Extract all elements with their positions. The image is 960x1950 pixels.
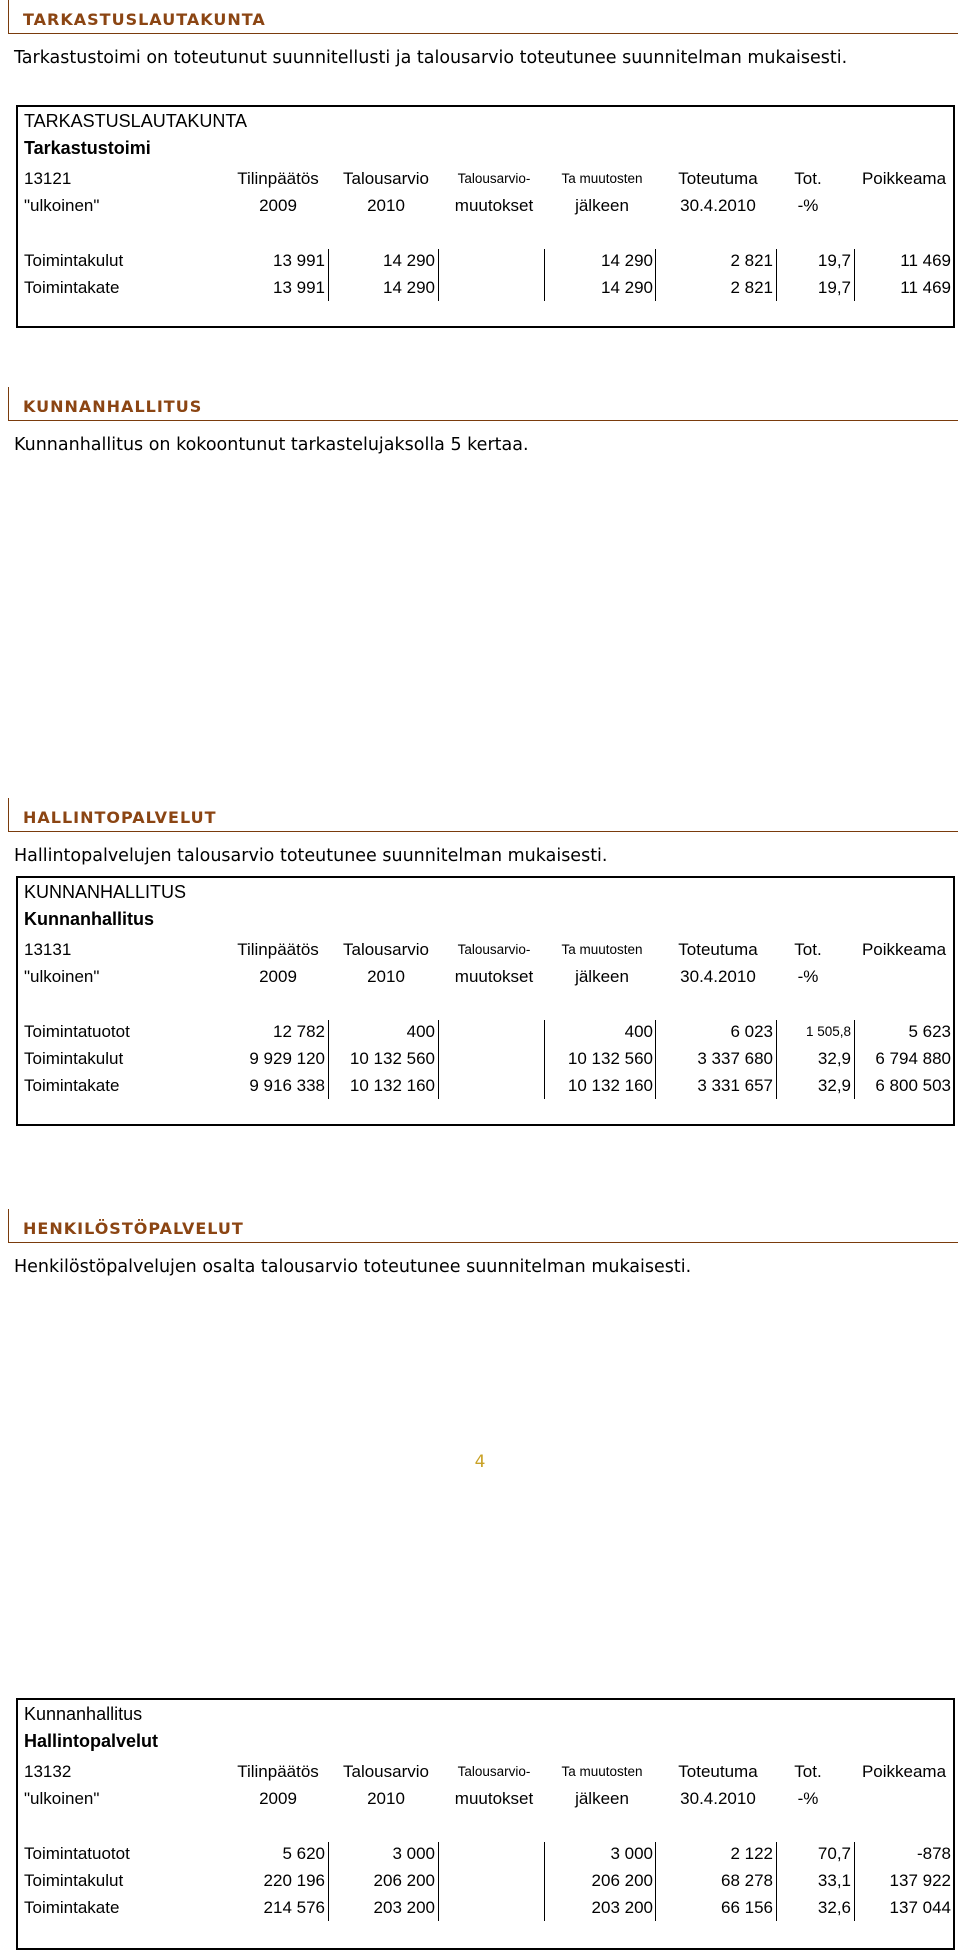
account-scope: "ulkoinen": [24, 196, 100, 215]
section-heading-frame: [8, 1209, 958, 1243]
column-header: Ta muutosten: [561, 1764, 643, 1779]
column-header-sub: 2009: [259, 196, 297, 215]
table-cell: [431, 276, 541, 300]
section-title: HALLINTOPALVELUT: [23, 808, 217, 827]
table-cell: 32,9: [817, 1076, 851, 1095]
column-header: Tilinpäätös: [237, 1762, 319, 1781]
column-header: Tilinpäätös: [237, 169, 319, 188]
column-divider: [544, 1020, 545, 1099]
table-cell: 12 782: [273, 1022, 325, 1041]
table-cell: [431, 1842, 541, 1866]
column-divider: [438, 1842, 439, 1921]
table-subtitle: Tarkastustoimi: [24, 138, 151, 158]
column-header: Talousarvio: [343, 169, 429, 188]
section-heading-frame: [8, 798, 958, 832]
table-cell: 66 156: [721, 1898, 773, 1917]
table-cell: -878: [916, 1844, 951, 1863]
table-cell: 32,6: [817, 1898, 851, 1917]
table-cell: 5 623: [908, 1022, 951, 1041]
table-cell: 203 200: [373, 1898, 435, 1917]
table-cell: 1 505,8: [805, 1024, 851, 1039]
column-header-sub: 2010: [367, 967, 405, 986]
column-header: Talousarvio-: [457, 171, 531, 186]
table-cell: [431, 1020, 541, 1044]
section-4: [0, 1209, 960, 1409]
table-cell: 3 337 680: [697, 1049, 773, 1068]
page-number: 4: [474, 1452, 486, 1472]
account-scope: "ulkoinen": [24, 1789, 100, 1808]
table-cell: 5 620: [282, 1844, 325, 1863]
column-divider: [655, 1842, 656, 1921]
table-subtitle: Hallintopalvelut: [24, 1731, 159, 1751]
section-description: Henkilöstöpalvelujen osalta talousarvio toteutunee suunnitelman mukaisesti.: [14, 1257, 692, 1277]
column-divider: [655, 249, 656, 301]
column-header: Ta muutosten: [561, 171, 643, 186]
column-header-sub: -%: [797, 1789, 819, 1808]
row-label: Toimintatuotot: [24, 1022, 130, 1041]
table-cell: 6 023: [730, 1022, 773, 1041]
table-cell: 11 469: [900, 278, 951, 297]
column-header-sub: 2009: [259, 967, 297, 986]
column-header: Tilinpäätös: [237, 940, 319, 959]
column-divider: [854, 249, 855, 301]
table-cell: 137 922: [889, 1871, 951, 1890]
table-cell: [431, 1074, 541, 1098]
column-header-sub: muutokset: [454, 1789, 534, 1808]
table-cell: 14 290: [601, 251, 653, 270]
column-header: Tot.: [794, 1762, 822, 1781]
column-divider: [438, 249, 439, 301]
table-cell: 137 044: [889, 1898, 951, 1917]
column-header-sub: -%: [797, 196, 819, 215]
table-cell: 68 278: [721, 1871, 773, 1890]
table-cell: 14 290: [383, 278, 435, 297]
column-header: Tot.: [794, 940, 822, 959]
table-cell: 9 929 120: [249, 1049, 325, 1068]
table-cell: 6 794 880: [875, 1049, 951, 1068]
column-header: Talousarvio: [343, 940, 429, 959]
column-header-sub: jälkeen: [575, 967, 629, 986]
column-divider: [655, 1020, 656, 1099]
account-code: 13121: [24, 169, 72, 188]
column-header-sub: 2010: [367, 196, 405, 215]
column-header: Talousarvio-: [457, 1764, 531, 1779]
section-1: [0, 0, 960, 297]
table-cell: 70,7: [817, 1844, 851, 1863]
table-cell: 19,7: [817, 278, 851, 297]
table-title: KUNNANHALLITUS: [24, 882, 187, 902]
column-divider: [544, 249, 545, 301]
table-cell: 14 290: [601, 278, 653, 297]
table-cell: 203 200: [591, 1898, 653, 1917]
table-cell: 13 991: [273, 278, 325, 297]
account-code: 13131: [24, 940, 72, 959]
table-title: Kunnanhallitus: [24, 1704, 143, 1724]
column-header: Talousarvio-: [457, 942, 531, 957]
section-description: Hallintopalvelujen talousarvio toteutunee suunnitelman mukaisesti.: [14, 846, 608, 866]
table-cell: 10 132 560: [349, 1049, 435, 1068]
column-header-sub: jälkeen: [575, 196, 629, 215]
column-divider: [776, 1842, 777, 1921]
table-cell: 3 331 657: [697, 1076, 773, 1095]
table-cell: 2 821: [730, 278, 773, 297]
table-cell: [431, 249, 541, 273]
column-header-sub: muutokset: [454, 967, 534, 986]
column-divider: [776, 1020, 777, 1099]
column-header: Toteutuma: [678, 1762, 758, 1781]
column-divider: [854, 1842, 855, 1921]
section-description: Tarkastustoimi on toteutunut suunnitellusti ja talousarvio toteutunee suunnitelman mukaisesti.: [14, 48, 848, 68]
table-cell: 10 132 160: [567, 1076, 653, 1095]
table-cell: 400: [406, 1022, 435, 1041]
column-divider: [854, 1020, 855, 1099]
table-cell: 6 800 503: [875, 1076, 951, 1095]
column-header-sub: 2009: [259, 1789, 297, 1808]
row-label: Toimintakulut: [24, 251, 124, 270]
table-cell: 3 000: [610, 1844, 653, 1863]
table-cell: 9 916 338: [249, 1076, 325, 1095]
table-subtitle: Kunnanhallitus: [24, 909, 154, 929]
table-cell: 206 200: [591, 1871, 653, 1890]
column-header-sub: 30.4.2010: [680, 196, 756, 215]
table-cell: 13 991: [273, 251, 325, 270]
column-header-sub: muutokset: [454, 196, 534, 215]
table-cell: 33,1: [817, 1871, 851, 1890]
row-label: Toimintakate: [24, 1898, 120, 1917]
column-header-sub: 30.4.2010: [680, 967, 756, 986]
table-cell: 32,9: [817, 1049, 851, 1068]
table-cell: 2 821: [730, 251, 773, 270]
column-header-sub: jälkeen: [575, 1789, 629, 1808]
section-heading-frame: [8, 387, 958, 421]
column-header: Poikkeama: [861, 940, 947, 959]
table-cell: 19,7: [817, 251, 851, 270]
row-label: Toimintatuotot: [24, 1844, 130, 1863]
table-cell: 220 196: [263, 1871, 325, 1890]
table-cell: [431, 1896, 541, 1920]
column-header: Toteutuma: [678, 169, 758, 188]
table-cell: [431, 1869, 541, 1893]
section-title: TARKASTUSLAUTAKUNTA: [23, 10, 266, 29]
section-title: HENKILÖSTÖPALVELUT: [23, 1219, 244, 1238]
column-header: Tot.: [794, 169, 822, 188]
column-header: Toteutuma: [678, 940, 758, 959]
column-header: Poikkeama: [861, 1762, 947, 1781]
table-title: TARKASTUSLAUTAKUNTA: [24, 111, 248, 131]
account-code: 13132: [24, 1762, 72, 1781]
table-cell: 206 200: [373, 1871, 435, 1890]
section-title: KUNNANHALLITUS: [23, 397, 203, 416]
column-divider: [328, 1020, 329, 1099]
row-label: Toimintakate: [24, 278, 120, 297]
column-header-sub: 2010: [367, 1789, 405, 1808]
table-cell: 3 000: [392, 1844, 435, 1863]
row-label: Toimintakate: [24, 1076, 120, 1095]
table-cell: 2 122: [730, 1844, 773, 1863]
column-header: Poikkeama: [861, 169, 947, 188]
table-cell: 14 290: [383, 251, 435, 270]
table-cell: 400: [624, 1022, 653, 1041]
column-divider: [544, 1842, 545, 1921]
column-header-sub: 30.4.2010: [680, 1789, 756, 1808]
budget-table: [16, 1698, 955, 1950]
section-description: Kunnanhallitus on kokoontunut tarkastelujaksolla 5 kertaa.: [14, 435, 529, 455]
column-divider: [328, 1842, 329, 1921]
section-heading-frame: [8, 0, 958, 34]
column-divider: [328, 249, 329, 301]
table-cell: 11 469: [900, 251, 951, 270]
table-cell: 214 576: [263, 1898, 325, 1917]
table-cell: 10 132 160: [349, 1076, 435, 1095]
column-divider: [438, 1020, 439, 1099]
table-cell: [431, 1047, 541, 1071]
budget-table: [16, 105, 955, 328]
column-header-sub: -%: [797, 967, 819, 986]
column-header: Talousarvio: [343, 1762, 429, 1781]
column-divider: [776, 249, 777, 301]
column-header: Ta muutosten: [561, 942, 643, 957]
row-label: Toimintakulut: [24, 1049, 124, 1068]
row-label: Toimintakulut: [24, 1871, 124, 1890]
account-scope: "ulkoinen": [24, 967, 100, 986]
table-cell: 10 132 560: [567, 1049, 653, 1068]
